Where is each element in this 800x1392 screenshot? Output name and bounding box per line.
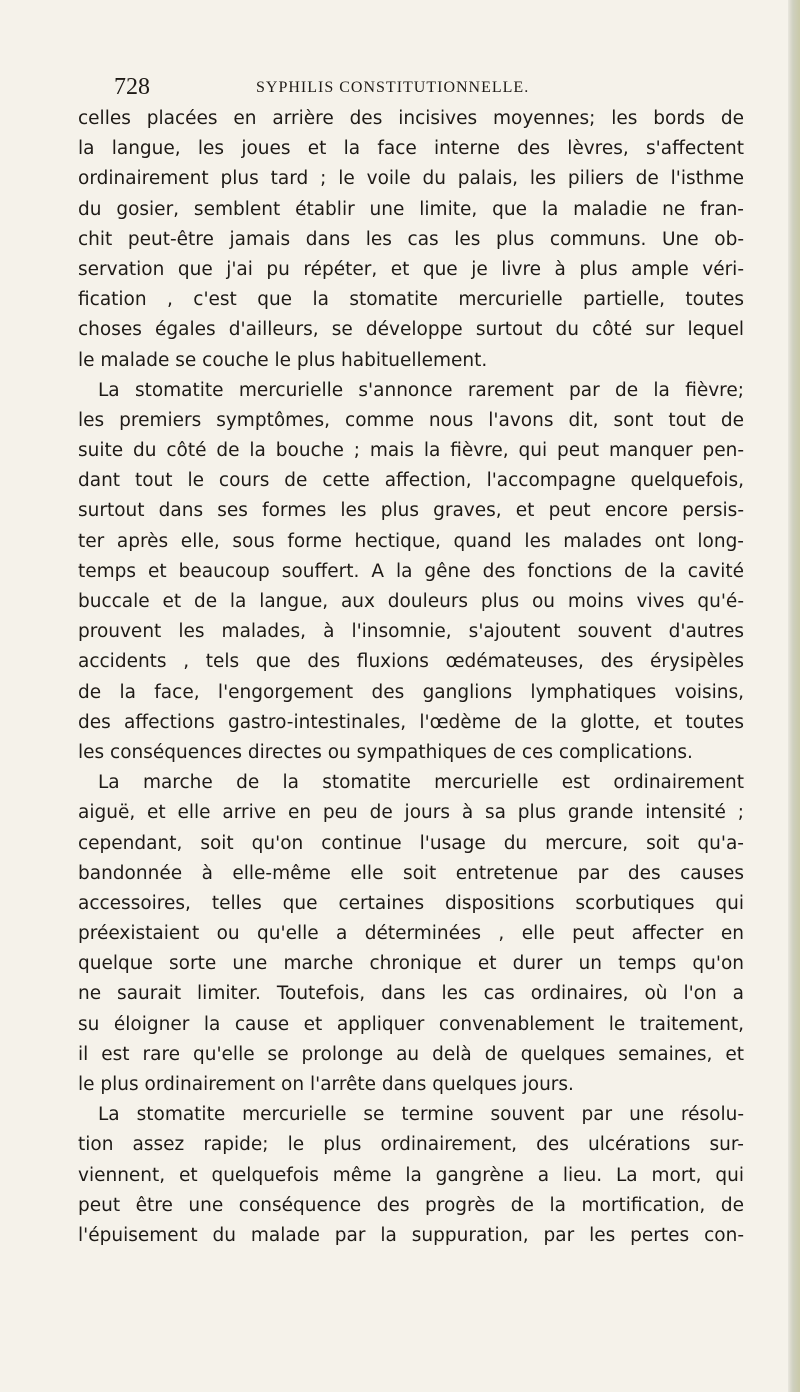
text-line: ordinairement plus tard ; le voile du palais, les piliers de l'isthme <box>78 168 744 190</box>
text-line: de la face, l'engorgement des ganglions lymphatiques voisins, <box>78 681 744 703</box>
text-line: le malade se couche le plus habituellement. <box>78 349 488 371</box>
text-line: peut être une conséquence des progrès de la mortification, de <box>78 1194 744 1216</box>
text-line: des affections gastro-intestinales, l'œdème de la glotte, et toutes <box>78 711 744 733</box>
text-line: temps et beaucoup souffert. A la gêne des fonctions de la cavité <box>78 560 744 582</box>
text-line: il est rare qu'elle se prolonge au delà de quelques semaines, et <box>78 1043 744 1065</box>
text-line: choses égales d'ailleurs, se développe surtout du côté sur lequel <box>78 319 744 341</box>
text-line: chit peut-être jamais dans les cas les plus communs. Une ob- <box>78 228 744 250</box>
text-line: aiguë, et elle arrive en peu de jours à sa plus grande intensité ; <box>78 802 744 824</box>
text-line: buccale et de la langue, aux douleurs plus ou moins vives qu'é- <box>78 591 744 612</box>
text-line: La stomatite mercurielle se termine souvent par une résolu- <box>98 1104 744 1126</box>
text-line: celles placées en arrière des incisives moyennes; les bords de <box>78 108 744 129</box>
text-line: fication , c'est que la stomatite mercurielle partielle, toutes <box>78 289 744 311</box>
text-line: La stomatite mercurielle s'annonce rarement par de la fièvre; <box>98 379 744 401</box>
text-line: tion assez rapide; le plus ordinairement, des ulcérations sur- <box>78 1134 744 1156</box>
text-line: servation que j'ai pu répéter, et que je livre à plus ample véri- <box>78 258 744 280</box>
text-line: préexistaient ou qu'elle a déterminées , elle peut affecter en <box>78 923 744 945</box>
text-line: accidents , tels que des fluxions œdémateuses, des érysipèles <box>78 651 744 673</box>
text-line: ter après elle, sous forme hectique, quand les malades ont long- <box>78 530 744 552</box>
text-line: viennent, et quelquefois même la gangrène a lieu. La mort, qui <box>78 1164 744 1186</box>
text-line: dant tout le cours de cette affection, l'accompagne quelquefois, <box>78 470 744 492</box>
text-line: su éloigner la cause et appliquer convenablement le traitement, <box>78 1013 744 1035</box>
page-header <box>114 72 764 102</box>
page-edge <box>788 0 800 1392</box>
body-text <box>78 104 744 1251</box>
text-line: les premiers symptômes, comme nous l'avons dit, sont tout de <box>78 409 744 431</box>
text-line: prouvent les malades, à l'insomnie, s'ajoutent souvent d'autres <box>78 621 744 643</box>
text-line: quelque sorte une marche chronique et durer un temps qu'on <box>78 953 744 975</box>
text-line: suite du côté de la bouche ; mais la fièvre, qui peut manquer pen- <box>78 440 744 462</box>
text-line: cependant, soit qu'on continue l'usage du mercure, soit qu'a- <box>78 832 744 854</box>
text-line: La marche de la stomatite mercurielle est ordinairement <box>98 772 744 794</box>
text-line: le plus ordinairement on l'arrête dans quelques jours. <box>78 1074 574 1095</box>
text-line: les conséquences directes ou sympathiques de ces complications. <box>78 741 693 763</box>
text-line: accessoires, telles que certaines dispositions scorbutiques qui <box>78 892 744 914</box>
running-title: SYPHILIS CONSTITUTIONNELLE. <box>256 79 530 96</box>
text-line: ne saurait limiter. Toutefois, dans les cas ordinaires, où l'on a <box>78 983 744 1005</box>
page-number: 728 <box>114 74 150 100</box>
text-line: bandonnée à elle-même elle soit entretenue par des causes <box>78 862 744 884</box>
text-line: la langue, les joues et la face interne des lèvres, s'affectent <box>78 138 744 160</box>
text-line: l'épuisement du malade par la suppuration, par les pertes con- <box>78 1224 744 1246</box>
text-line: du gosier, semblent établir une limite, que la maladie ne fran- <box>78 198 744 220</box>
text-line: surtout dans ses formes les plus graves, et peut encore persis- <box>78 500 744 522</box>
